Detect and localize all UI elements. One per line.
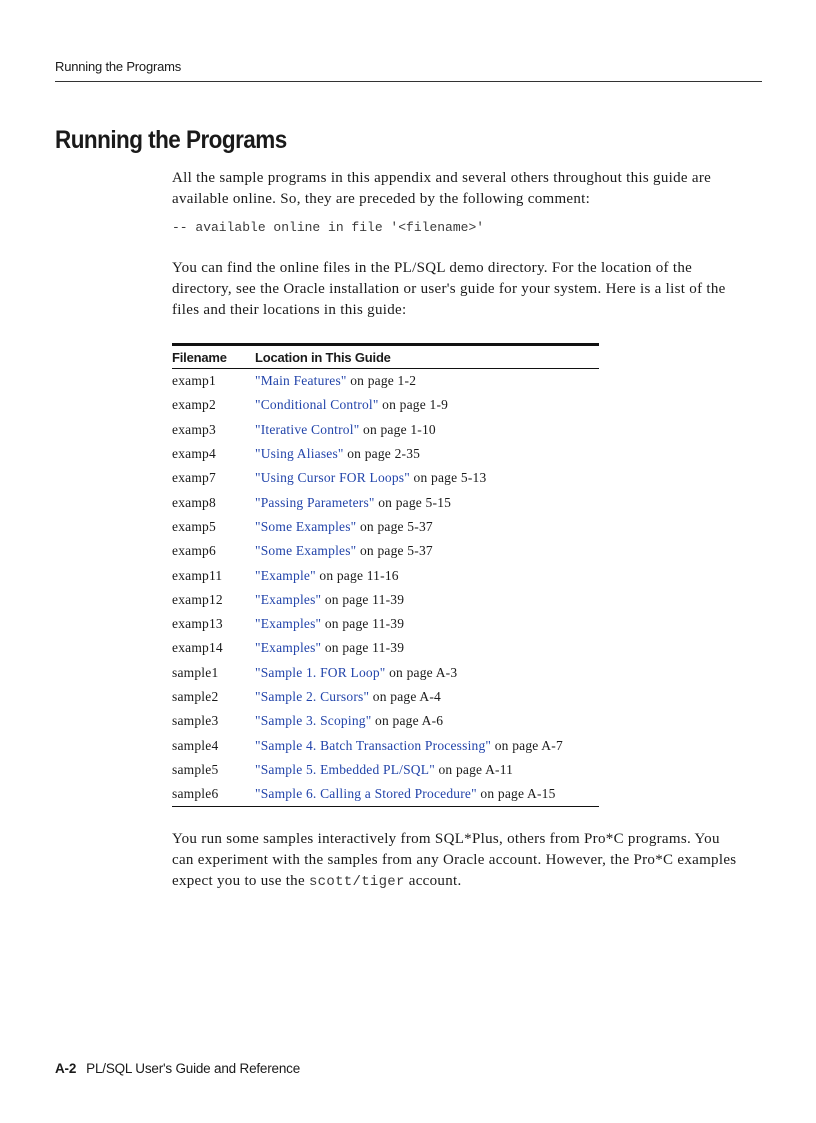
location-cell — [255, 466, 599, 490]
location-cell — [255, 733, 599, 757]
location-cell — [255, 369, 599, 394]
location-link[interactable]: "Using Cursor FOR Loops" — [255, 470, 410, 486]
location-link[interactable]: "Sample 3. Scoping" — [255, 713, 372, 729]
location-page: on page A-11 — [434, 761, 514, 777]
table-row — [172, 685, 599, 709]
table-row — [172, 758, 599, 782]
location-page: on page A-7 — [491, 737, 563, 753]
filename-cell: sample5 — [172, 761, 219, 777]
location-page: on page 1-9 — [378, 397, 449, 413]
files-paragraph: You can find the online files in the PL/SQL demo directory. For the location of the directory, see the Oracle installation or user's guide for your system. Here is a list of the files and their locations in this guide: — [172, 260, 726, 318]
location-cell — [255, 418, 599, 442]
location-page: on page 2-35 — [343, 446, 421, 462]
table-row — [172, 442, 599, 466]
location-page: on page 11-39 — [321, 591, 405, 607]
location-link[interactable]: "Examples" — [255, 591, 322, 607]
location-page: on page 5-15 — [374, 494, 452, 510]
table-row — [172, 539, 599, 563]
location-link[interactable]: "Sample 1. FOR Loop" — [255, 664, 386, 680]
location-link[interactable]: "Using Aliases" — [255, 446, 344, 462]
closing-text-before: You run some samples interactively from SQL*Plus, others from Pro*C programs. You can experiment with the samples from any Oracle account. However, the Pro*C examples expect you to use the — [172, 831, 737, 889]
filename-cell: examp8 — [172, 494, 216, 510]
table-row — [172, 466, 599, 490]
location-page: on page 11-39 — [321, 640, 405, 656]
location-link[interactable]: "Some Examples" — [255, 518, 357, 534]
location-page: on page 1-10 — [359, 421, 436, 437]
table-row — [172, 490, 599, 514]
table-row — [172, 369, 599, 394]
table-row — [172, 563, 599, 587]
location-cell — [255, 442, 599, 466]
code-comment: -- available online in file '<filename>' — [172, 220, 485, 235]
filename-cell: examp12 — [172, 591, 223, 607]
filename-cell: sample3 — [172, 713, 219, 729]
location-link[interactable]: "Example" — [255, 567, 316, 583]
intro-paragraph: All the sample programs in this appendix and several others throughout this guide are available online. So, they are preceded by the following comment: — [172, 170, 712, 207]
location-link[interactable]: "Sample 4. Batch Transaction Processing" — [255, 737, 492, 753]
location-link[interactable]: "Passing Parameters" — [255, 494, 375, 510]
location-cell — [255, 709, 599, 733]
files-table — [172, 343, 599, 807]
location-cell — [255, 661, 599, 685]
header-rule — [55, 81, 762, 82]
filename-cell: examp14 — [172, 640, 223, 656]
table-row — [172, 782, 599, 807]
table-row — [172, 636, 599, 660]
footer-book-title: PL/SQL User's Guide and Reference — [86, 1061, 300, 1076]
filename-cell: examp11 — [172, 567, 223, 583]
page-title: Running the Programs — [55, 126, 287, 154]
filename-cell: sample6 — [172, 782, 255, 807]
filename-cell: sample1 — [172, 664, 219, 680]
location-cell — [255, 636, 599, 660]
filename-cell: examp13 — [172, 616, 223, 632]
header-filename: Filename — [172, 345, 255, 369]
table-row — [172, 588, 599, 612]
location-link[interactable]: "Examples" — [255, 616, 322, 632]
location-cell — [255, 782, 599, 807]
closing-paragraph — [172, 829, 742, 893]
table-row — [172, 709, 599, 733]
location-cell — [255, 393, 599, 417]
location-page: on page A-4 — [369, 689, 441, 704]
location-link[interactable]: "Examples" — [255, 640, 322, 656]
location-cell — [255, 588, 599, 612]
location-link[interactable]: "Main Features" — [255, 373, 347, 389]
header-location: Location in This Guide — [255, 345, 599, 369]
location-page: on page A-3 — [385, 664, 458, 680]
location-link[interactable]: "Sample 2. Cursors" — [255, 689, 370, 704]
table-row — [172, 612, 599, 636]
location-link[interactable]: "Conditional Control" — [255, 397, 379, 413]
filename-cell: examp5 — [172, 518, 216, 534]
location-link[interactable]: "Iterative Control" — [255, 421, 360, 437]
filename-cell: examp7 — [172, 470, 216, 486]
filename-cell: sample2 — [172, 689, 219, 704]
location-cell — [255, 685, 599, 709]
filename-cell: sample4 — [172, 737, 219, 753]
location-link[interactable]: "Some Examples" — [255, 543, 357, 559]
location-cell — [255, 563, 599, 587]
table-row — [172, 418, 599, 442]
location-page: on page A-15 — [476, 786, 556, 802]
footer-page-number: A-2 — [55, 1061, 77, 1076]
closing-text-after: account. — [404, 873, 462, 889]
running-head: Running the Programs — [55, 59, 182, 74]
filename-cell: examp2 — [172, 397, 216, 413]
table-row — [172, 515, 599, 539]
location-page: on page 11-39 — [321, 616, 405, 632]
filename-cell: examp3 — [172, 421, 216, 437]
location-cell — [255, 758, 599, 782]
filename-cell: examp1 — [172, 373, 216, 389]
location-page: on page 11-16 — [315, 567, 399, 583]
filename-cell: examp6 — [172, 543, 216, 559]
table-header-row — [172, 345, 599, 369]
location-link[interactable]: "Sample 6. Calling a Stored Procedure" — [255, 786, 477, 802]
closing-code: scott/tiger — [308, 874, 405, 890]
footer — [55, 1061, 300, 1076]
table-row — [172, 733, 599, 757]
location-link[interactable]: "Sample 5. Embedded PL/SQL" — [255, 761, 435, 777]
table-body — [172, 369, 599, 807]
table-row — [172, 393, 599, 417]
location-page: on page 5-37 — [356, 543, 433, 559]
location-page: on page 5-13 — [409, 470, 487, 486]
location-cell — [255, 490, 599, 514]
location-page: on page 5-37 — [356, 518, 433, 534]
location-cell — [255, 515, 599, 539]
filename-cell: examp4 — [172, 446, 216, 462]
table-row — [172, 661, 599, 685]
location-page: on page A-6 — [371, 713, 444, 729]
location-cell — [255, 539, 599, 563]
location-cell — [255, 612, 599, 636]
location-page: on page 1-2 — [346, 373, 417, 389]
